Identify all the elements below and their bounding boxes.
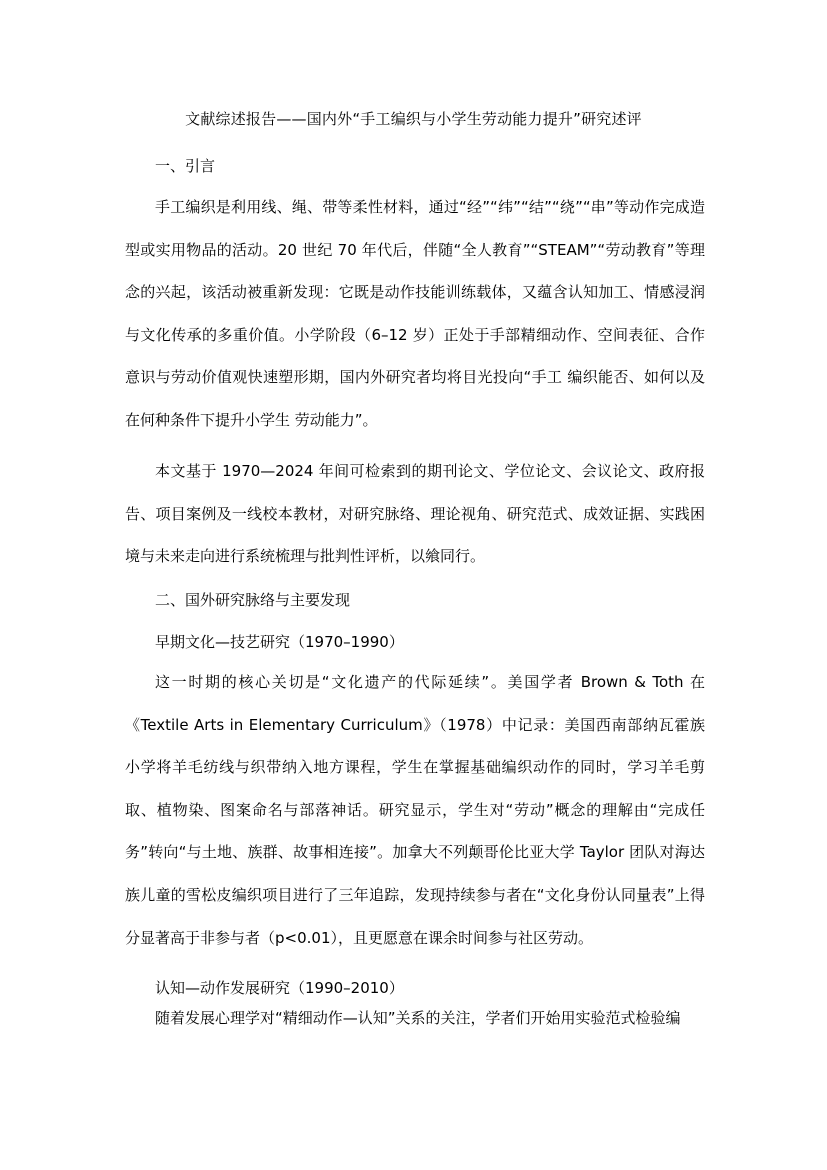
- paragraph-intro-2: 本文基于 1970—2024 年间可检索到的期刊论文、学位论文、会议论文、政府报告、项目案例及一线校本教材，对研究脉络、理论视角、研究范式、成效证据、实践困境与未来走向进行系统梳理与批判性评析，以飨同行。: [125, 462, 705, 566]
- section-heading-foreign: 二、国外研究脉络与主要发现: [155, 591, 351, 609]
- paragraph-early: 这一时期的核心关切是“文化遗产的代际延续”。美国学者 Brown & Toth 在《Textile Arts in Elementary Curriculum》（1978）中记录：美国西南部纳瓦霍族小学将羊毛纺线与织带纳入地方课程，学生在掌握基础编织动作的同时，学习羊毛剪取、植物染、图案命名与部落神话。研究显示，学生对“劳动”概念的理解由“完成任务”转向“与土地、族群、故事相连接”。加拿大不列颠哥伦比亚大学 Taylor 团队对海达族儿童的雪松皮编织项目进行了三年追踪，发现持续参与者在“文化身份认同量表”上得分显著高于非参与者（p<0.01），且更愿意在课余时间参与社区劳动。: [125, 673, 705, 947]
- paragraph-intro-1: 手工编织是利用线、绳、带等柔性材料，通过“经”“纬”“结”“绕”“串”等动作完成造型或实用物品的活动。20 世纪 70 年代后，伴随“全人教育”“STEAM”“劳动教育”等理念的兴起，该活动被重新发现：它既是动作技能训练载体，又蕴含认知加工、情感浸润与文化传承的多重价值。小学阶段（6–12 岁）正处于手部精细动作、空间表征、合作意识与劳动价值观快速塑形期，国内外研究者均将目光投向“手工 编织能否、如何以及在何种条件下提升小学生 劳动能力”。: [125, 198, 705, 429]
- paragraph-cognitive: 随着发展心理学对“精细动作—认知”关系的关注，学者们开始用实验范式检验编: [155, 1009, 681, 1027]
- subheading-cognitive: 认知—动作发展研究（1990–2010）: [155, 979, 404, 997]
- subheading-early: 早期文化—技艺研究（1970–1990）: [155, 633, 404, 651]
- section-heading-intro: 一、引言: [155, 157, 216, 175]
- document-title: 文献综述报告——国内外“手工编织与小学生劳动能力提升”研究述评: [185, 110, 642, 128]
